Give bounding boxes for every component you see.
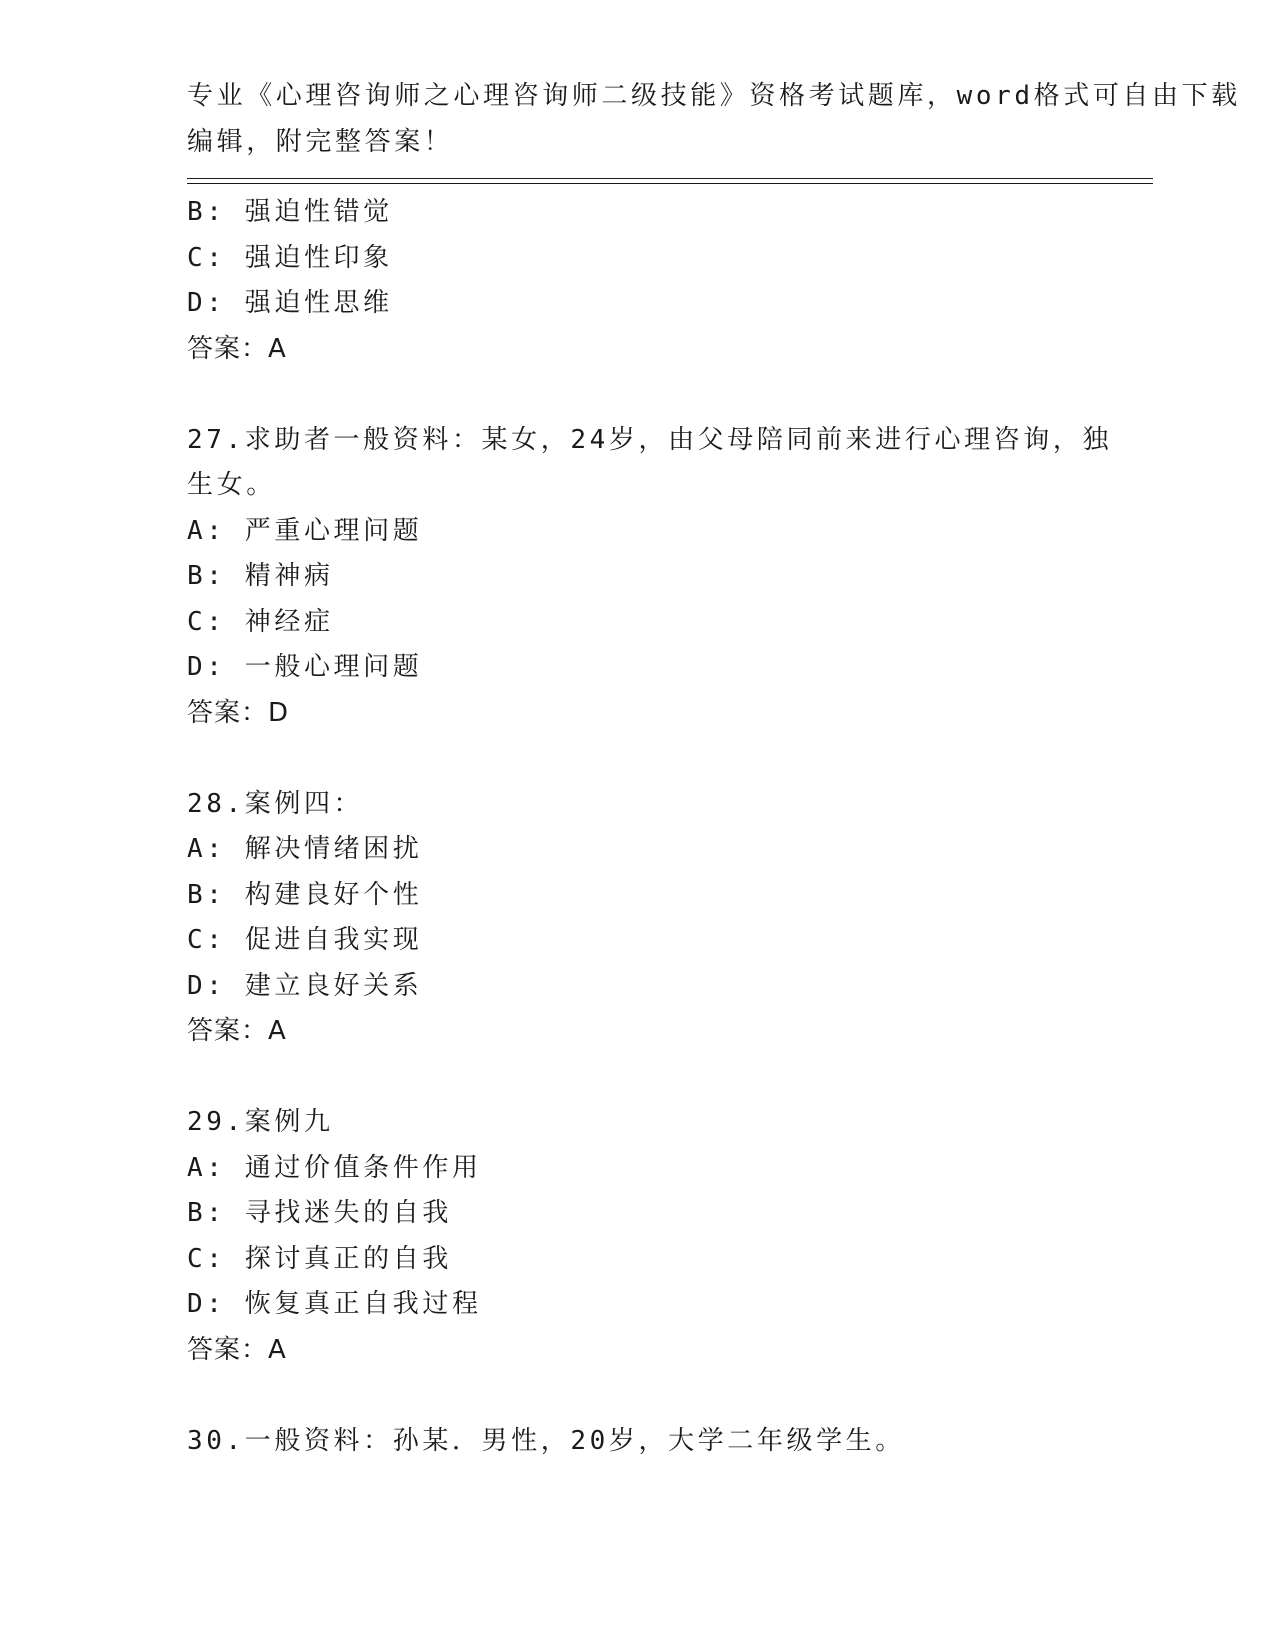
option-line: A: 解决情绪困扰: [187, 834, 423, 864]
spacer: [187, 736, 1127, 782]
question-text: 30.一般资料：孙某．男性，20岁，大学二年级学生。: [187, 1425, 905, 1456]
option-line: B: 精神病: [187, 561, 334, 591]
option-line: D: 一般心理问题: [187, 652, 423, 682]
question-text: 生女。: [187, 470, 276, 500]
header-divider-bottom: [187, 183, 1153, 184]
option-line: C: 强迫性印象: [187, 242, 393, 273]
answer-line: 答案：A: [187, 1334, 287, 1365]
option-line: D: 强迫性思维: [187, 288, 393, 318]
option-line: D: 建立良好关系: [187, 970, 423, 1001]
document-header: [187, 74, 1241, 165]
question-text: 27.求助者一般资料：某女，24岁，由父母陪同前来进行心理咨询，独: [187, 424, 1113, 455]
spacer: [187, 1373, 1127, 1419]
option-line: A: 严重心理问题: [187, 515, 423, 546]
question-text: 29.案例九: [187, 1107, 334, 1137]
option-line: A: 通过价值条件作用: [187, 1152, 482, 1183]
question-text: 28.案例四：: [187, 788, 364, 819]
spacer: [187, 1055, 1127, 1101]
answer-line: 答案：A: [187, 333, 287, 364]
answer-line: 答案：A: [187, 1016, 287, 1046]
spacer: [187, 372, 1127, 418]
header-divider-top: [187, 178, 1153, 179]
question-content: [187, 190, 1127, 1464]
option-line: D: 恢复真正自我过程: [187, 1289, 482, 1319]
option-line: C: 神经症: [187, 606, 334, 637]
answer-line: 答案：D: [187, 697, 290, 728]
option-line: B: 强迫性错觉: [187, 197, 393, 227]
option-line: C: 促进自我实现: [187, 925, 423, 955]
header-line-1: 专业《心理咨询师之心理咨询师二级技能》资格考试题库，word格式可自由下载: [187, 81, 1241, 111]
option-line: B: 寻找迷失的自我: [187, 1198, 452, 1228]
header-line-2: 编辑，附完整答案！: [187, 126, 454, 157]
option-line: B: 构建良好个性: [187, 879, 423, 910]
option-line: C: 探讨真正的自我: [187, 1243, 452, 1274]
